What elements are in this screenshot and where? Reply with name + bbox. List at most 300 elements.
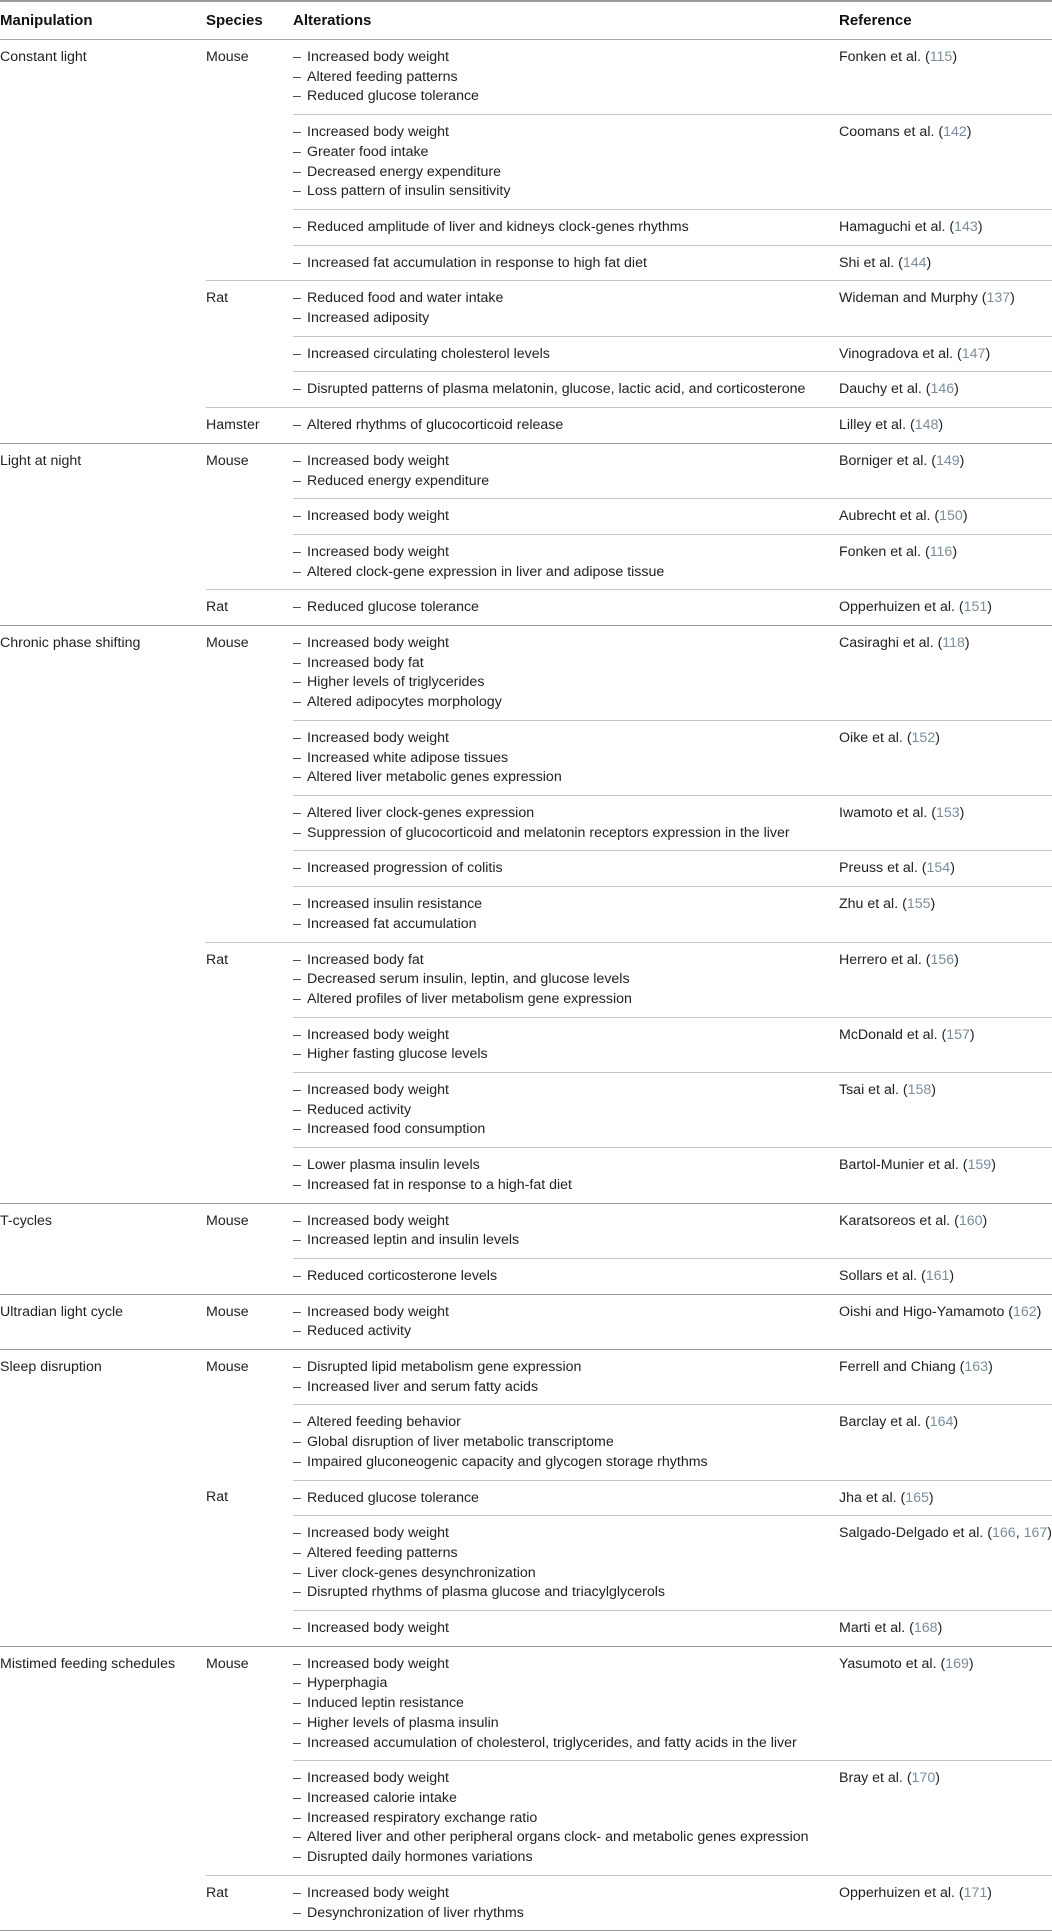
species-cell [206,1073,293,1148]
reference-link[interactable]: 146 [930,381,955,398]
alterations-cell [293,499,839,535]
reference-authors: Zhu et al. ( [839,896,907,913]
reference-link[interactable]: 170 [911,1770,936,1787]
reference-link[interactable]: 137 [986,290,1011,307]
reference-cell [839,408,1052,444]
bullet-dash: – [293,896,301,913]
alteration-item [293,1789,839,1809]
reference-close: ) [964,635,970,652]
reference-cell [839,851,1052,887]
reference-link[interactable]: 167 [1023,1525,1048,1542]
bullet-dash: – [293,674,301,691]
alterations-cell [293,372,839,408]
alteration-text: Increased body weight [307,1082,449,1099]
alteration-item [293,1694,839,1714]
alteration-text: Suppression of glucocorticoid and melatonin receptors expression in the liver [307,824,790,841]
species-cell: Mouse [206,1350,293,1405]
alteration-item [293,87,839,107]
species-cell: Mouse [206,443,293,498]
alteration-text: Higher fasting glucose levels [307,1046,488,1063]
manipulation-cell [0,1405,206,1480]
alterations-cell [293,1611,839,1647]
reference-link[interactable]: 157 [946,1026,970,1043]
alteration-item [293,143,839,163]
manipulation-cell: Constant light [0,40,206,115]
alteration-item [293,634,839,654]
alteration-item [293,68,839,88]
alteration-item [293,915,839,935]
reference-authors: Fonken et al. ( [839,49,930,65]
alteration-item [293,1303,839,1323]
alteration-text: Increased body weight [307,1770,449,1787]
alteration-item [293,1378,839,1398]
alteration-item [293,1674,839,1694]
reference-close: ) [977,218,983,235]
reference-authors: Ferrell and Chiang ( [839,1359,965,1376]
reference-link[interactable]: 148 [914,417,939,434]
reference-link[interactable]: 169 [945,1655,969,1672]
reference-close: ) [953,1414,959,1431]
reference-link[interactable]: 116 [929,543,953,560]
alteration-item [293,1453,839,1473]
bullet-dash: – [293,1121,301,1138]
alteration-item [293,507,839,527]
bullet-dash: – [293,729,301,746]
header-alterations: Alterations [293,1,839,40]
reference-close: ) [1047,1525,1052,1542]
species-cell [206,795,293,850]
species-cell [206,720,293,795]
reference-link[interactable]: 164 [929,1414,954,1431]
reference-authors: Yasumoto et al. ( [839,1655,946,1672]
alteration-item [293,598,839,618]
alteration-item [293,1433,839,1453]
bullet-dash: – [293,1101,301,1118]
bullet-dash: – [293,1359,301,1376]
reference-cell [839,1516,1052,1611]
reference-close: ) [937,1620,943,1637]
species-cell [206,1611,293,1647]
reference-cell [839,336,1052,372]
alteration-item [293,990,839,1010]
alteration-item [293,1884,839,1904]
species-cell: Hamster [206,408,293,444]
alteration-text: Higher levels of triglycerides [307,674,485,691]
manipulation-cell [0,1875,206,1930]
reference-cell [839,1073,1052,1148]
alteration-text: Altered feeding behavior [307,1414,461,1431]
bullet-dash: – [293,472,301,489]
table-row [0,115,1052,210]
alteration-text: Increased body weight [307,1525,449,1542]
alteration-item [293,768,839,788]
reference-authors: Oishi and Higo-Yamamoto ( [839,1303,1013,1320]
reference-authors: Iwamoto et al. ( [839,804,936,821]
species-cell [206,372,293,408]
reference-close: ) [938,417,944,434]
alteration-item [293,749,839,769]
alteration-text: Increased fat in response to a high-fat diet [307,1176,572,1193]
table-row [0,499,1052,535]
alteration-item [293,452,839,472]
alteration-item [293,693,839,713]
reference-close: ) [985,345,991,362]
reference-cell [839,942,1052,1017]
alteration-text: Altered adipocytes morphology [307,694,502,711]
alteration-item [293,48,839,68]
table-row [0,209,1052,245]
table-row [0,1875,1052,1930]
reference-link[interactable]: 147 [961,345,986,362]
reference-link[interactable]: 162 [1013,1303,1037,1320]
bullet-dash: – [293,1026,301,1043]
manipulation-cell [0,245,206,281]
bullet-dash: – [293,508,301,525]
bullet-dash: – [293,654,301,671]
bullet-dash: – [293,1675,301,1692]
manipulation-cell [0,408,206,444]
alterations-cell [293,534,839,589]
bullet-dash: – [293,749,301,766]
alterations-cell [293,795,839,850]
reference-cell [839,1480,1052,1516]
bullet-dash: – [293,88,301,105]
bullet-dash: – [293,1212,301,1229]
manipulation-cell [0,1611,206,1647]
manipulation-cell [0,336,206,372]
reference-link[interactable]: 165 [905,1489,929,1506]
reference-link[interactable]: 159 [967,1157,992,1174]
reference-authors: Bray et al. ( [839,1770,912,1787]
species-cell: Mouse [206,1294,293,1349]
reference-authors: Coomans et al. ( [839,124,944,141]
species-cell: Mouse [206,626,293,721]
table-row [0,1350,1052,1405]
alteration-item [293,654,839,674]
header-reference: Reference [839,1,1052,40]
alteration-text: Increased body weight [307,1655,449,1672]
bullet-dash: – [293,1904,301,1921]
alteration-text: Increased leptin and insulin levels [307,1232,520,1249]
reference-link[interactable]: 118 [942,635,965,652]
bullet-dash: – [293,124,301,141]
table-row [0,626,1052,721]
reference-authors: Hamaguchi et al. ( [839,218,955,235]
reference-link[interactable]: 142 [943,124,967,141]
bullet-dash: – [293,1620,301,1637]
reference-link[interactable]: 161 [925,1267,950,1284]
alteration-text: Disrupted rhythms of plasma glucose and triacylglycerols [307,1584,665,1601]
reference-close: ) [931,1082,937,1099]
bullet-dash: – [293,1267,301,1284]
alteration-item [293,345,839,365]
alterations-cell [293,1294,839,1349]
alterations-cell [293,1148,839,1203]
reference-cell [839,1405,1052,1480]
species-cell [206,245,293,281]
alteration-item [293,163,839,183]
reference-close: ) [1010,290,1015,307]
species-cell: Rat [206,1875,293,1930]
manipulation-cell [0,942,206,1017]
species-cell [206,1516,293,1611]
reference-link[interactable]: 155 [906,896,931,913]
alteration-item [293,543,839,563]
alterations-cell [293,1480,839,1516]
alteration-item [293,1524,839,1544]
bullet-dash: – [293,1584,301,1601]
reference-link[interactable]: 160 [958,1212,983,1229]
bullet-dash: – [293,254,301,271]
reference-cell [839,795,1052,850]
reference-link[interactable]: 166 [992,1525,1016,1542]
reference-authors: Opperhuizen et al. ( [839,599,964,616]
reference-close: ) [987,599,993,616]
reference-close: ) [952,49,958,65]
reference-cell [839,281,1052,336]
alteration-item [293,1544,839,1564]
manipulation-cell [0,372,206,408]
bullet-dash: – [293,1564,301,1581]
species-cell [206,1405,293,1480]
species-cell: Rat [206,1489,229,1506]
alterations-cell [293,590,839,626]
reference-cell [839,1646,1052,1761]
species-cell [206,1761,293,1876]
alterations-cell [293,1761,839,1876]
alteration-item [293,1081,839,1101]
manipulation-cell [0,499,206,535]
alteration-item [293,804,839,824]
manipulation-cell: Light at night [0,443,206,498]
alteration-text: Reduced food and water intake [307,290,504,307]
alteration-item [293,380,839,400]
species-cell [206,1258,293,1294]
reference-cell [839,1017,1052,1072]
alteration-text: Lower plasma insulin levels [307,1157,480,1174]
reference-authors: Jha et al. ( [839,1489,906,1506]
alteration-item [293,1489,839,1509]
reference-cell [839,534,1052,589]
table-row [0,590,1052,626]
alteration-item [293,1231,839,1251]
bullet-dash: – [293,49,301,65]
reference-link[interactable]: 163 [964,1359,989,1376]
reference-cell [839,1148,1052,1203]
reference-link[interactable]: 151 [963,599,988,616]
alteration-text: Higher levels of plasma insulin [307,1714,499,1731]
table-row [0,1761,1052,1876]
manipulation-cell [0,1761,206,1876]
alterations-cell [293,626,839,721]
alteration-text: Reduced energy expenditure [307,472,490,489]
table-row [0,1203,1052,1258]
alteration-text: Increased body weight [307,1026,449,1043]
species-cell: Mouse [206,1203,293,1258]
bullet-dash: – [293,452,301,469]
alteration-text: Increased respiratory exchange ratio [307,1809,538,1826]
table-row [0,336,1052,372]
alteration-item [293,1358,839,1378]
alteration-item [293,289,839,309]
reference-close: ) [982,1212,988,1229]
alteration-text: Increased body weight [307,124,449,141]
bullet-dash: – [293,1525,301,1542]
reference-cell [839,372,1052,408]
bullet-dash: – [293,990,301,1007]
reference-close: ) [968,1655,974,1672]
species-cell: Rat [206,281,293,336]
reference-link[interactable]: 152 [911,729,936,746]
alteration-text: Greater food intake [307,143,429,160]
manipulation-cell [0,1017,206,1072]
reference-link[interactable]: 115 [929,49,953,65]
manipulation-cell [0,720,206,795]
alteration-item [293,1564,839,1584]
alteration-text: Altered rhythms of glucocorticoid release [307,417,564,434]
bullet-dash: – [293,1734,301,1751]
reference-link[interactable]: 143 [954,218,978,235]
alteration-item [293,1655,839,1675]
reference-cell [839,443,1052,498]
reference-link[interactable]: 154 [926,860,951,877]
reference-close: ) [987,1884,993,1901]
reference-close: ) [1036,1303,1042,1320]
reference-link[interactable]: 168 [913,1620,938,1637]
alterations-cell [293,443,839,498]
alteration-text: Decreased energy expenditure [307,163,502,180]
reference-authors: Shi et al. ( [839,254,903,271]
table-row [0,372,1052,408]
bullet-dash: – [293,1414,301,1431]
alteration-text: Altered liver and other peripheral organs clock- and metabolic genes expression [307,1829,809,1846]
species-cell [206,851,293,887]
alteration-text: Disrupted patterns of plasma melatonin, glucose, lactic acid, and corticosterone [307,381,806,398]
alteration-text: Increased body weight [307,635,449,652]
reference-close: ) [954,951,959,968]
manipulation-cell [0,1516,206,1611]
reference-authors: Sollars et al. ( [839,1267,926,1284]
reference-authors: Vinogradova et al. ( [839,345,962,362]
reference-cell [839,626,1052,721]
reference-link[interactable]: 150 [939,508,963,525]
bullet-dash: – [293,310,301,327]
table-row [0,1516,1052,1611]
reference-cell [839,1875,1052,1930]
reference-link[interactable]: 171 [963,1884,988,1901]
reference-cell [839,1258,1052,1294]
table-row [0,887,1052,942]
alteration-text: Induced leptin resistance [307,1695,464,1712]
alterations-cell [293,851,839,887]
reference-link[interactable]: 158 [907,1082,932,1099]
alteration-item [293,1322,839,1342]
bullet-dash: – [293,1544,301,1561]
reference-link[interactable]: 149 [936,452,960,469]
species-cell [206,209,293,245]
bullet-dash: – [293,183,301,200]
alteration-item [293,1026,839,1046]
alteration-text: Reduced activity [307,1323,412,1340]
species-cell: Rat [206,590,293,626]
alteration-text: Increased adiposity [307,310,430,327]
table-row [0,1017,1052,1072]
alteration-text: Increased accumulation of cholesterol, triglycerides, and fatty acids in the liver [307,1734,797,1751]
alteration-text: Increased body weight [307,543,449,560]
bullet-dash: – [293,143,301,160]
reference-close: ) [959,804,965,821]
reference-close: ) [991,1157,996,1174]
alterations-cell [293,720,839,795]
alteration-text: Increased liver and serum fatty acids [307,1378,539,1395]
alteration-item [293,309,839,329]
reference-link[interactable]: 144 [902,254,927,271]
bullet-dash: – [293,68,301,85]
bullet-dash: – [293,860,301,877]
bullet-dash: – [293,417,301,434]
reference-authors: Karatsoreos et al. ( [839,1212,959,1229]
alteration-item [293,563,839,583]
alteration-text: Disrupted lipid metabolism gene expression [307,1359,582,1376]
reference-authors: Casiraghi et al. ( [839,635,943,652]
reference-authors: Herrero et al. ( [839,951,931,968]
alteration-text: Loss pattern of insulin sensitivity [307,183,511,200]
table-row [0,1480,1052,1516]
bullet-dash: – [293,824,301,841]
table-body [0,40,1052,1931]
alteration-text: Altered feeding patterns [307,68,458,85]
alteration-item [293,824,839,844]
alterations-cell [293,1203,839,1258]
table-row [0,1294,1052,1349]
table-header [0,1,1052,40]
reference-authors: Dauchy et al. ( [839,381,931,398]
reference-link[interactable]: 156 [930,951,955,968]
table-row [0,245,1052,281]
alteration-text: Reduced glucose tolerance [307,599,479,616]
bullet-dash: – [293,290,301,307]
table-row [0,1646,1052,1761]
alteration-text: Increased body weight [307,508,449,525]
alteration-item [293,472,839,492]
reference-link[interactable]: 153 [936,804,960,821]
bullet-dash: – [293,1655,301,1672]
manipulation-cell: Sleep disruption [0,1350,206,1405]
alteration-item [293,729,839,749]
bullet-dash: – [293,1790,301,1806]
alteration-text: Altered profiles of liver metabolism gene expression [307,990,632,1007]
table-row [0,795,1052,850]
species-cell: Mouse [206,1646,293,1761]
reference-close: ) [935,729,940,746]
reference-cell [839,1350,1052,1405]
alteration-text: Reduced activity [307,1101,412,1118]
alteration-text: Altered liver metabolic genes expression [307,769,562,786]
alteration-text: Decreased serum insulin, leptin, and glucose levels [307,971,630,988]
bullet-dash: – [293,1849,301,1866]
manipulation-cell [0,1148,206,1203]
reference-close: ) [969,1026,975,1043]
reference-close: ) [950,860,955,877]
alteration-text: Altered liver clock-genes expression [307,804,535,821]
bullet-dash: – [293,951,301,968]
bullet-dash: – [293,163,301,180]
alteration-text: Increased body fat [307,654,424,671]
species-cell [206,1148,293,1203]
species-cell [206,887,293,942]
reference-authors: Wideman and Murphy ( [839,290,987,307]
reference-authors: McDonald et al. ( [839,1026,947,1043]
